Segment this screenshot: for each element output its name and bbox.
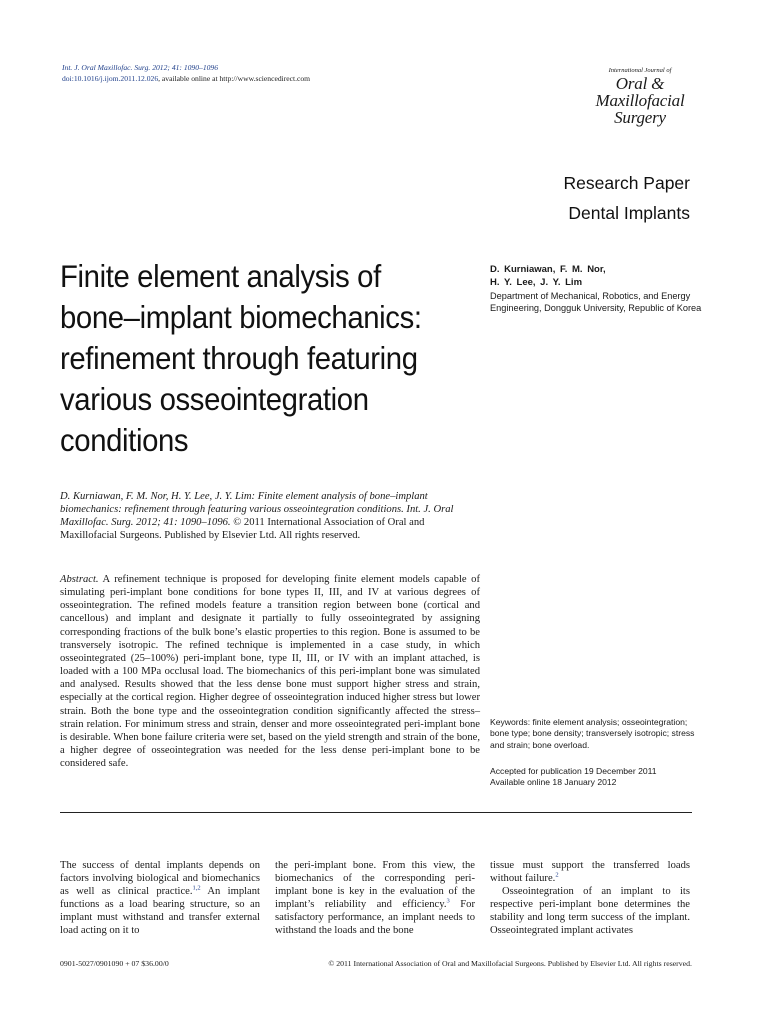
section-divider: [60, 812, 692, 813]
publication-dates: [490, 766, 700, 789]
logo-line-4: Surgery: [614, 108, 666, 127]
body-text: The success of dental implants depends on factors involving biological and biomechanics as well as clinical practice.: [60, 860, 260, 898]
journal-citation-header: [62, 63, 310, 84]
logo-line-1: International Journal of: [608, 67, 672, 74]
reference-link[interactable]: 3: [446, 897, 450, 905]
accepted-date: Accepted for publication 19 December 2011: [490, 766, 657, 776]
authors-block: [490, 264, 705, 314]
author-names-line-2: H. Y. Lee, J. Y. Lim: [490, 276, 583, 288]
keywords: Keywords: finite element analysis; osseointegration; bone type; bone density; transversely isotropic; stress and strain; bone overload.: [490, 717, 695, 750]
body-column-1: [60, 859, 260, 938]
body-text: tissue must support the transferred loads without failure.: [490, 860, 690, 885]
body-text: An implant functions as a load bearing structure, so an implant must withstand and transfer external load acting on it to: [60, 886, 261, 937]
doi-link[interactable]: doi:10.1016/j.ijom.2011.12.026: [62, 73, 159, 83]
journal-logo: [560, 66, 720, 126]
article-type-label: Research Paper: [563, 173, 690, 193]
author-names-line-1: D. Kurniawan, F. M. Nor,: [490, 264, 606, 275]
body-text: For satisfactory performance, an implant needs to withstand the loads and the bone: [275, 899, 475, 937]
available-online-text: , available online at http://www.sciencedirect.com: [158, 73, 311, 83]
online-date: Available online 18 January 2012: [490, 777, 617, 788]
logo-line-2: Oral &: [615, 74, 665, 93]
body-text: the peri-implant bone. From this view, the biomechanics of the corresponding peri-implant bone is key in the evaluation of the implant’s reliability and efficiency.: [275, 860, 475, 911]
title-line: conditions: [60, 422, 189, 458]
paper-title: [60, 256, 432, 461]
footer-copyright: © 2011 International Association of Oral and Maxillofacial Surgeons. Published by Elsevier Ltd. All rights reserved.: [328, 959, 692, 968]
citation-paragraph: [60, 490, 480, 542]
body-text: Osseointegration of an implant to its respective peri-implant bone determines the stability and long term success of the implant. Osseointegrated implant activates: [490, 886, 690, 937]
title-line: bone–implant biomechanics:: [60, 299, 422, 335]
citation-copyright: © 2011 International Association of Oral and Maxillofacial Surgeons. Published by Elsevier Ltd. All rights reserved.: [60, 517, 425, 541]
title-line: various osseointegration: [60, 381, 369, 417]
abstract-text: A refinement technique is proposed for developing finite element models capable of simulating peri-implant bone conditions for bone types II, III, and IV at various degrees of osseointegration. The refined models feature a transition region between bone (cortical and cancellous) and implant and designate it partially to fully osseointegrated by assigning corresponding fractions of the bulk bone’s elastic properties to this region. Bone is assumed to be transversely isotropic. The refined technique is implemented in a case study, in which osseointegrated (25–100%) peri-implant bone, type II, III, or IV with an implant attached, is loaded with a 100 MPa occlusal load. The biomechanics of this peri-implant bone was simulated and analysed. Results showed that the less dense bone must support higher stress and strain, especially at the cortical region. Higher degree of osseointegration induced higher stress but lower strain. Both the bone type and the osseointegration condition significantly affected the stress–strain relation. For minimum stress and strain, denser and more osseointegrated peri-implant bone is desirable. When bone failure criteria were set, based on the yield strength and strain of the bone, a higher degree of osseointegration was needed for the less dense peri-implant bone to be considered safe.: [60, 574, 480, 770]
subject-label: Dental Implants: [568, 203, 690, 223]
title-line: refinement through featuring: [60, 340, 418, 376]
journal-citation: Int. J. Oral Maxillofac. Surg. 2012; 41: 1090–1096: [62, 63, 219, 72]
body-column-3: [490, 859, 690, 938]
body-column-2: [275, 859, 475, 938]
logo-line-3: Maxillofacial: [595, 91, 685, 110]
author-affiliation: Department of Mechanical, Robotics, and Energy Engineering, Dongguk University, Republic of Korea: [490, 291, 702, 313]
reference-link[interactable]: 1,2: [192, 884, 201, 892]
citation-reference: D. Kurniawan, F. M. Nor, H. Y. Lee, J. Y. Lim: Finite element analysis of bone–implant biomechanics: refinement through featuring various osseointegration conditions. Int. J. Oral Maxillofac. Surg. 2012; 41: 1090–1096.: [60, 491, 454, 528]
title-line: Finite element analysis of: [60, 258, 381, 294]
section-labels: [564, 168, 690, 228]
abstract-label: Abstract.: [60, 574, 99, 585]
footer-code: 0901-5027/0901090 + 07 $36.00/0: [60, 959, 169, 968]
abstract: [60, 573, 480, 770]
reference-link[interactable]: 2: [555, 871, 559, 879]
